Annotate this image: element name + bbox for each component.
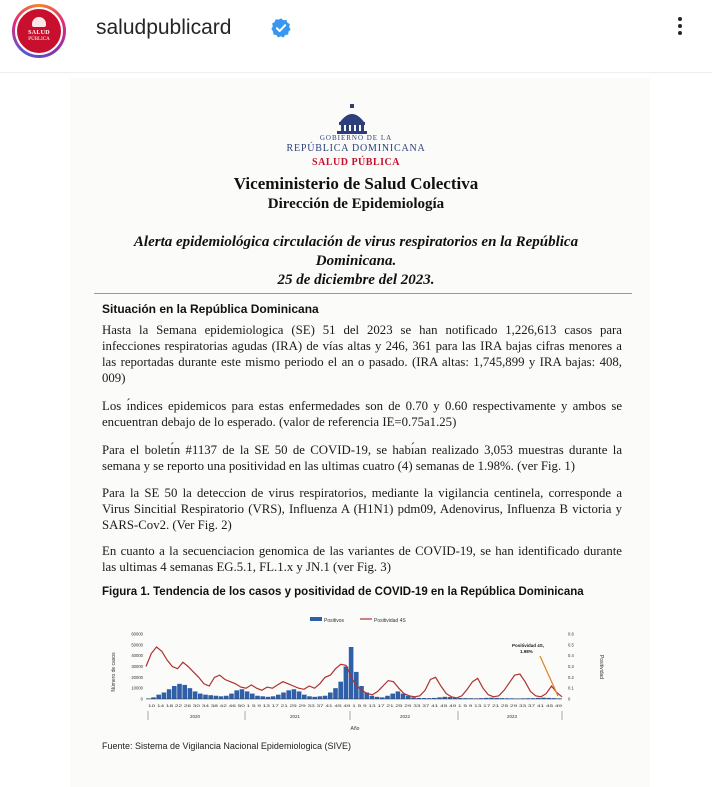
bar (229, 694, 234, 699)
bar (307, 696, 312, 699)
doc-title: Viceministerio de Salud Colectiva (233, 174, 479, 193)
bar (292, 689, 297, 699)
bar (323, 696, 328, 699)
post-header (0, 0, 712, 62)
bar (297, 691, 302, 699)
bar (281, 693, 286, 700)
bar (162, 693, 167, 700)
chart-legend (310, 617, 406, 624)
y-tick-label: 10000 (131, 685, 143, 691)
gov-line2: REPÚBLICA DOMINICANA (286, 143, 426, 154)
alert-date: 25 de diciembre del 2023. (277, 272, 435, 288)
annotation-line2: 1.98% (520, 649, 533, 654)
figure-source: Fuente: Sistema de Vigilancia Nacional Epidemiologica (SIVE) (102, 741, 351, 751)
verified-badge-icon (270, 17, 292, 39)
bar (198, 694, 203, 699)
week-tick-labels: 10 14 18 22 26 30 34 38 42 46 50 1 5 9 13 17 21 25 29 33 37 41 45 49 1 5 9 13 17 21 25 29 33 37 41 45 49 1 5 9 13 17 21 25 29 33 37 41 45 49 (148, 704, 562, 708)
alert-title (100, 233, 612, 290)
bar (442, 697, 447, 699)
paragraph-5: En cuanto a la secuenciacion genomica de las variantes de COVID-19, se han identificado durante las ultimas 4 semanas EG.5.1, FL.1.x y JN.1 (ver Fig. 3) (102, 544, 622, 574)
bar (312, 697, 317, 699)
bar (167, 689, 172, 699)
paragraph-3: Para el boletı́n #1137 de la SE 50 de COVID-19, se habı́an realizado 3,053 muestras durante la semana y se reporto una positividad en las ultimas cuatro (4) semanas de 1.98%. (ver Fig. 1) (102, 443, 622, 473)
bar (385, 696, 390, 699)
gov-line3: SALUD PÚBLICA (312, 157, 400, 168)
username-link[interactable]: saludpublicard (96, 16, 232, 39)
gov-line1: GOBIERNO DE LA (319, 134, 393, 142)
bar (390, 694, 395, 699)
annotation-line1: Positividad 4S, (512, 643, 545, 648)
y-tick-label: 60000 (131, 631, 143, 637)
avatar-text-line1: SALUD (28, 30, 50, 36)
bar (370, 696, 375, 699)
bar (182, 685, 187, 699)
y2-tick-label: 0 (568, 696, 571, 702)
y-tick-label: 30000 (131, 664, 143, 669)
year-label: 2022 (399, 714, 411, 719)
y-tick-label: 50000 (131, 642, 143, 648)
bar (266, 697, 271, 699)
bar (156, 695, 161, 699)
bar (260, 696, 265, 699)
paragraph-1: Hasta la Semana epidemiologica (SE) 51 del 2023 se han notificado 1,226,613 casos para infecciones respiratorias agudas (IRA) de vías altas y 246, 361 para las IRA bajas cifras menores a las reportadas durante este mismo periodo el an o pasado. (IRA altas: 1,745,899 y IRA bajas: 408, 009) (102, 323, 622, 385)
bar (271, 696, 276, 699)
bar (219, 696, 224, 699)
y2-tick-label: 0.5 (568, 642, 574, 648)
y2-tick-label: 0.6 (568, 631, 574, 637)
bar (193, 691, 198, 699)
bar (188, 688, 193, 699)
bar (344, 667, 349, 700)
bar (245, 691, 250, 699)
y2-tick-label: 0.2 (568, 674, 574, 680)
x-axis-label: Año (350, 726, 360, 732)
bar (177, 684, 182, 699)
bar (396, 691, 401, 699)
bar (172, 686, 177, 699)
bar (328, 693, 333, 700)
bar (375, 697, 380, 699)
alert-line2: Dominicana. (315, 253, 397, 269)
bar-series (146, 647, 561, 699)
story-ring[interactable] (12, 4, 66, 58)
paragraph-2: Los ı́ndices epidemicos para estas enfermedades son de 0.70 y 0.60 respectivamente y ambos se encuentran debajo de lo esperado. (valor de referencia IE=0.75a1.25) (102, 399, 622, 429)
y-tick-label: 40000 (131, 653, 143, 659)
y2-axis-label: Positividad (598, 654, 604, 680)
section-heading: Situación en la República Dominicana (102, 302, 319, 316)
section-rule (94, 293, 632, 294)
covid-trend-chart (110, 612, 610, 742)
seal-icon (32, 17, 46, 27)
avatar[interactable] (15, 7, 63, 55)
bar (333, 688, 338, 699)
y2-tick-label: 0.4 (568, 653, 574, 659)
bar (234, 690, 239, 699)
year-label: 2021 (289, 714, 301, 719)
bar (255, 696, 260, 699)
paragraph-4: Para la SE 50 la deteccion de virus respiratorios, mediante la vigilancia centinela, corresponde a Virus Sincitial Respiratorio (VRS), Influenza A (H1N1) pdm09, Adenovirus, Influenza B victoria y SARS-Cov2. (Ver Fig. 2) (102, 486, 622, 532)
y2-tick-label: 0.3 (568, 664, 574, 669)
bar (214, 696, 219, 699)
year-label: 2023 (506, 714, 518, 719)
legend-label-positivos: Positivos (324, 618, 345, 624)
bar (338, 682, 343, 699)
y-tick-label: 20000 (131, 674, 143, 680)
avatar-text-line2: PÚBLICA (28, 37, 50, 42)
bar (208, 695, 213, 699)
bar (240, 689, 245, 699)
doc-subtitle: Dirección de Epidemiología (267, 196, 445, 212)
bar (302, 695, 307, 699)
bar (203, 695, 208, 699)
y-tick-label: 0 (140, 696, 143, 702)
legend-label-positividad: Positividad 4S (374, 618, 406, 624)
bar (286, 690, 291, 699)
bar (276, 695, 281, 699)
bar (224, 696, 229, 699)
bar (318, 696, 323, 699)
y2-tick-label: 0.1 (568, 685, 574, 691)
alert-line1: Alerta epidemiológica circulación de virus respiratorios en la República (133, 234, 579, 250)
bar (250, 694, 255, 699)
figure-title: Figura 1. Tendencia de los casos y positividad de COVID-19 en la República Dominicana (102, 586, 584, 598)
year-label: 2020 (189, 714, 201, 719)
more-options-icon[interactable] (672, 14, 688, 46)
y-axis-label: Número de casos (111, 652, 117, 692)
legend-swatch-positivos (310, 617, 322, 621)
header-divider (0, 72, 712, 73)
government-seal-icon (335, 104, 369, 134)
